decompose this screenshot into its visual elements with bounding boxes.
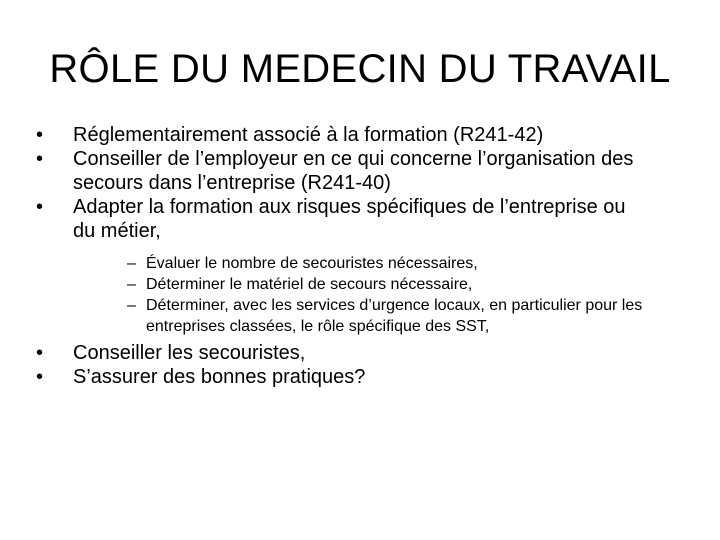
- bullet-marker: •: [36, 124, 44, 146]
- dash-marker: –: [127, 255, 136, 272]
- bullet-item: [36, 365, 696, 389]
- bullet-marker: •: [36, 342, 44, 364]
- bullet-text: Conseiller de l’employeur en ce qui concerne l’organisation des secours dans l’entreprise (R241-40): [73, 148, 634, 194]
- sub-item-text: Déterminer, avec les services d’urgence locaux, en particulier pour les entreprises classées, le rôle spécifique des SST,: [146, 297, 643, 335]
- bullet-text: Conseiller les secouristes,: [73, 342, 306, 364]
- bullet-item: [36, 195, 696, 243]
- slide-title: RÔLE DU MEDECIN DU TRAVAIL: [49, 47, 671, 91]
- bullet-item: [36, 123, 696, 147]
- bullet-item: [36, 147, 696, 195]
- bullet-marker: •: [36, 196, 44, 218]
- sub-item: [127, 295, 696, 337]
- sub-list: [36, 253, 696, 337]
- bullet-item: [36, 341, 696, 365]
- bullet-text: Réglementairement associé à la formation (R241-42): [73, 124, 544, 146]
- sub-item-text: Évaluer le nombre de secouristes nécessaires,: [146, 255, 478, 272]
- bullet-marker: •: [36, 148, 44, 170]
- sub-item: [127, 253, 696, 274]
- sub-item: [127, 274, 696, 295]
- bullet-marker: •: [36, 366, 44, 388]
- sub-item-text: Déterminer le matériel de secours nécessaire,: [146, 276, 473, 293]
- slide-body: [36, 123, 696, 389]
- bullet-text: Adapter la formation aux risques spécifiques de l’entreprise ou du métier,: [73, 196, 626, 242]
- dash-marker: –: [127, 297, 136, 314]
- dash-marker: –: [127, 276, 136, 293]
- bullet-text: S’assurer des bonnes pratiques?: [73, 366, 366, 388]
